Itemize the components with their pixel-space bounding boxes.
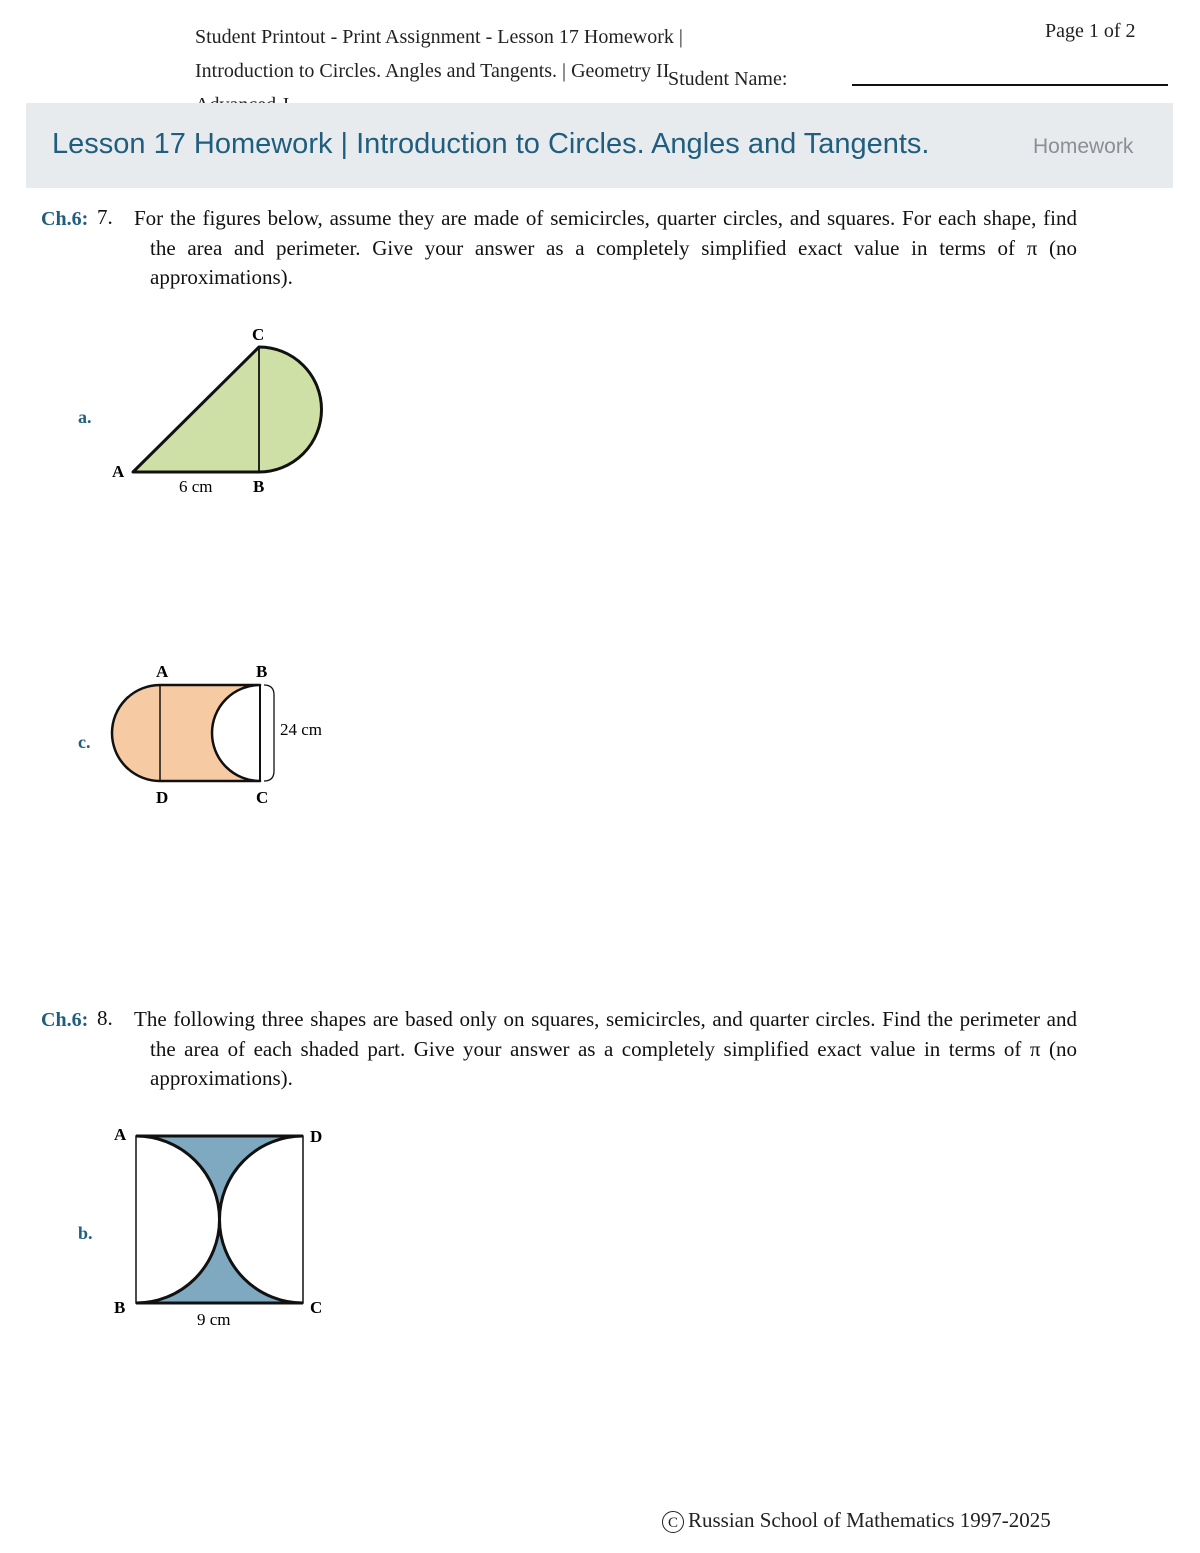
- figure-b-point-b: B: [114, 1298, 126, 1317]
- part-c-label: c.: [78, 732, 91, 752]
- question-8-number: 8.: [97, 1006, 113, 1030]
- figure-c-point-d: D: [156, 788, 169, 807]
- header-line-1: Student Printout - Print Assignment - Lesson 17 Homework |: [195, 26, 683, 48]
- figure-a-point-b: B: [253, 477, 265, 496]
- figure-c-shape: [112, 685, 260, 781]
- page-number: Page 1 of 2: [1045, 20, 1136, 42]
- copyright-icon: C: [662, 1511, 684, 1533]
- figure-c-rectangle-semicircles: [100, 655, 360, 815]
- figure-b-dimension: 9 cm: [197, 1310, 231, 1329]
- question-8-chapter: Ch.6:: [41, 1009, 89, 1031]
- figure-c-point-b: B: [256, 662, 268, 681]
- question-7-chapter: Ch.6:: [41, 208, 89, 230]
- assignment-type-tag: Homework: [1033, 135, 1134, 158]
- figure-c-point-a: A: [156, 662, 169, 681]
- figure-c-dimension: 24 cm: [280, 720, 323, 739]
- figure-a-shape: [133, 347, 322, 472]
- question-7-number: 7.: [97, 205, 113, 229]
- figure-c-dimension-bracket: [264, 685, 274, 781]
- figure-a-point-a: A: [112, 462, 125, 481]
- figure-b-point-a: A: [114, 1125, 127, 1144]
- copyright-footer: [662, 1508, 1051, 1533]
- lesson-title: Lesson 17 Homework | Introduction to Circles. Angles and Tangents.: [52, 128, 930, 160]
- figure-b-point-c: C: [310, 1298, 323, 1317]
- figure-a-triangle-semicircle: [100, 315, 360, 505]
- student-name-line: [852, 84, 1168, 86]
- copyright-text: Russian School of Mathematics 1997-2025: [688, 1508, 1051, 1532]
- figure-a-point-c: C: [252, 325, 265, 344]
- figure-b-point-d: D: [310, 1127, 323, 1146]
- figure-b-square-quarter-circles: [100, 1115, 360, 1335]
- part-a-label: a.: [78, 407, 92, 427]
- header-line-2: Introduction to Circles. Angles and Tangents. | Geometry II: [195, 60, 670, 82]
- student-name-label: Student Name:: [668, 68, 788, 90]
- figure-a-dimension: 6 cm: [179, 477, 213, 496]
- question-8-text: The following three shapes are based only on squares, semicircles, and quarter circles. Find the perimeter and the area of each shaded part. Give your answer as a completely simplified exact value in terms of π (no approximations).: [134, 1007, 1077, 1090]
- question-7-text: For the figures below, assume they are made of semicircles, quarter circles, and squares. For each shape, find the area and perimeter. Give your answer as a completely simplified exact value in terms of π (no approximations).: [134, 206, 1077, 289]
- figure-c-point-c: C: [256, 788, 269, 807]
- part-b-label: b.: [78, 1223, 93, 1243]
